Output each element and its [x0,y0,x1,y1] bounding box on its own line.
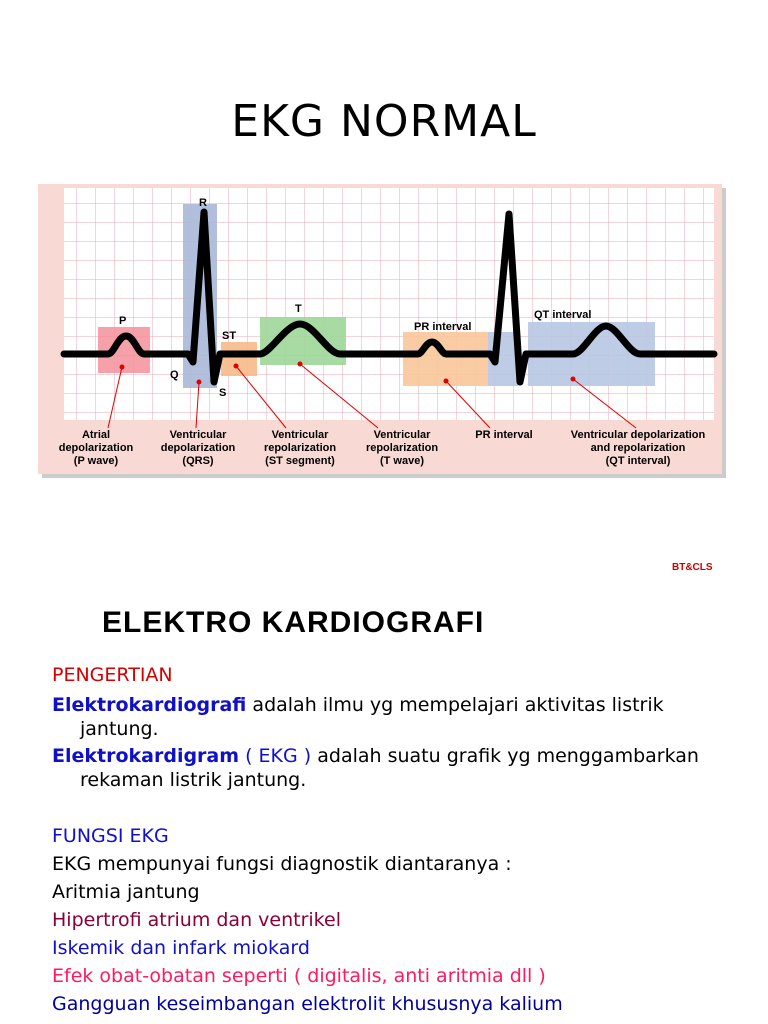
ekg-diagram [38,184,726,478]
fungsi-item-iskemik: Iskemik dan infark miokard [52,937,310,959]
st-segment-box [221,342,257,376]
r-label: R [199,197,207,209]
slide-title-ekg-normal: EKG NORMAL [231,96,537,147]
fungsi-intro: EKG mempunyai fungsi diagnostik diantaranya : [52,853,512,875]
definition-1-continued: jantung. [80,718,159,740]
definition-1-text: adalah ilmu yg mempelajari aktivitas listrik [246,694,664,716]
svg-text:Ventricular depolarization: Ventricular depolarization [570,429,706,441]
svg-text:(QT interval): (QT interval) [605,455,671,467]
caption-pr-interval [475,429,532,441]
t-label: T [295,303,302,315]
fungsi-item-elektrolit: Gangguan keseimbangan elektrolit khususnya kalium [52,993,563,1015]
definition-2-continued: rekaman listrik jantung. [80,769,307,791]
svg-text:depolarization: depolarization [160,442,236,454]
fungsi-item-aritmia: Aritmia jantung [52,881,200,903]
svg-text:(QRS): (QRS) [182,455,214,467]
caption-st-segment [264,429,336,467]
fungsi-item-hipertrofi: Hipertrofi atrium dan ventrikel [52,909,341,931]
pengertian-heading: PENGERTIAN [52,664,173,686]
definition-2-text: adalah suatu grafik yg menggambarkan [317,745,699,767]
qt-interval-label: QT interval [534,309,592,321]
svg-text:Ventricular: Ventricular [373,429,431,441]
definition-2-abbr: ( EKG ) [239,745,318,767]
s-label: S [219,387,227,399]
q-label: Q [170,369,179,381]
definition-2-term: Elektrokardigram [52,745,240,767]
definition-1-term: Elektrokardiografi [52,694,247,716]
svg-text:repolarization: repolarization [263,442,337,454]
st-label: ST [222,330,237,342]
svg-text:and repolarization: and repolarization [590,442,686,454]
svg-text:(T wave): (T wave) [379,455,425,467]
svg-text:depolarization: depolarization [58,442,134,454]
svg-text:Ventricular: Ventricular [169,429,227,441]
svg-text:PR interval: PR interval [475,429,533,441]
pr-interval-box [403,332,488,386]
fungsi-item-efek-obat: Efek obat-obatan seperti ( digitalis, anti aritmia dll ) [52,965,546,987]
p-label: P [119,315,127,327]
svg-text:repolarization: repolarization [365,442,439,454]
slide-title-elektro-kardiografi: ELEKTRO KARDIOGRAFI [102,606,485,639]
definition-2 [52,745,699,767]
svg-text:Ventricular: Ventricular [271,429,329,441]
svg-text:(P wave): (P wave) [73,455,119,467]
svg-text:(ST segment): (ST segment) [265,455,335,467]
footer-tag: BT&CLS [672,562,713,573]
pr-interval-label: PR interval [414,321,472,333]
fungsi-heading: FUNGSI EKG [52,825,169,847]
svg-text:Atrial: Atrial [81,429,111,441]
definition-1 [52,694,664,716]
